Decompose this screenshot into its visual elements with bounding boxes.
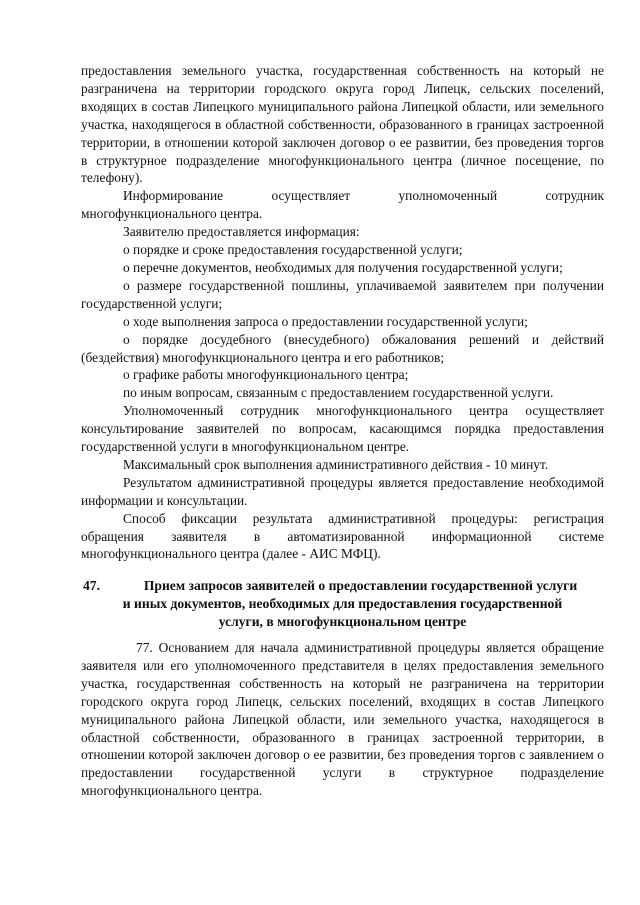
lower-text-block xyxy=(81,639,604,800)
list-item-procedure: о порядке и сроке предоставления государственной услуги; xyxy=(123,242,463,258)
list-item-documents: о перечне документов, необходимых для получения государственной услуги; xyxy=(123,259,563,275)
section-title-line-3: услуги, в многофункциональном центре xyxy=(218,614,467,629)
paragraph-result: Результатом административной процедуры является предоставление необходимой информации и консультации. xyxy=(81,474,604,508)
paragraph-mfc-reception: предоставления земельного участка, государственная собственность на который не разграничена на территории городского округа город Липецк, сельских поселений, входящих в состав Липецкого муниципального района Липецкой области, или земельного участка, находящегося в областной собственности, образованного в границах застроенной территории, в отношении которой заключен договор о ее развитии, без проведения торгов в структурное подразделение многофункционального центра (личное посещение, по телефону). xyxy=(81,63,604,186)
paragraph-fixation: Способ фиксации результата административной процедуры: регистрация обращения заявителя в автоматизированной информационной системе многофункционального центра (далее - АИС МФЦ). xyxy=(81,510,604,562)
paragraph-informing: Информирование осуществляет уполномоченный сотрудник многофункционального центра. xyxy=(81,188,604,222)
list-item-progress: о ходе выполнения запроса о предоставлении государственной услуги; xyxy=(123,313,528,329)
paragraph-max-time: Максимальный срок выполнения административного действия - 10 минут. xyxy=(123,456,549,472)
paragraph-info-list-intro: Заявителю предоставляется информация: xyxy=(123,224,360,240)
paragraph-77: 77. Основанием для начала административной процедуры является обращение заявителя или его уполномоченного представителя в целях предоставления земельного участка, государственная собственность на который не разграничена на территории городского округа город Липецк, сельских поселений, входящих в состав Липецкого муниципального района Липецкой области, или земельного участка, находящегося в областной собственности, образованного в границах застроенной территории, в отношении которой заключен договор о ее развитии, без проведения торгов с заявлением о предоставлении государственной услуги в структурное подразделение многофункционального центра. xyxy=(81,640,604,799)
list-item-schedule: о графике работы многофункционального центра; xyxy=(123,367,409,383)
upper-text-block xyxy=(81,62,604,563)
section-title-line-2: и иных документов, необходимых для предоставления государственной xyxy=(122,596,563,611)
section-title-line-1: Прием запросов заявителей о предоставлении государственной услуги xyxy=(143,578,578,593)
list-item-fee: о размере государственной пошлины, уплачиваемой заявителем при получении государственной услуги; xyxy=(81,277,604,311)
list-item-appeal: о порядке досудебного (внесудебного) обжалования решений и действий (бездействия) многофункционального центра и его работников; xyxy=(81,331,604,365)
section-number: 47. xyxy=(83,578,100,593)
list-item-other: по иным вопросам, связанным с предоставлением государственной услуги. xyxy=(123,385,554,401)
section-heading xyxy=(81,577,604,631)
paragraph-consulting: Уполномоченный сотрудник многофункционального центра осуществляет консультирование заявителей по вопросам, касающимся порядка предоставления государственной услуги в многофункциональном центре. xyxy=(81,403,604,455)
